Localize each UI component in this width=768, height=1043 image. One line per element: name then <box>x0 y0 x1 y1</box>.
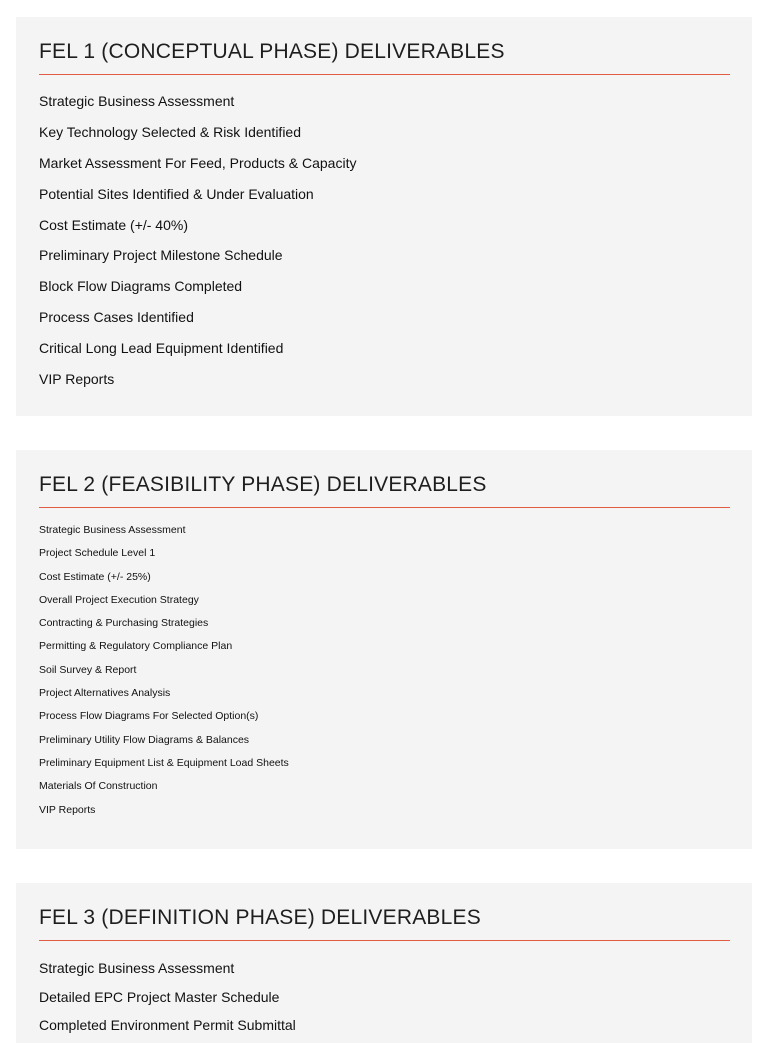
fel1-title: FEL 1 (CONCEPTUAL PHASE) DELIVERABLES <box>39 17 730 75</box>
list-item: Strategic Business Assessment <box>39 960 235 976</box>
fel1-deliverables-list <box>39 86 730 395</box>
list-item: Process Cases Identified <box>39 309 194 326</box>
list-item: Potential Sites Identified & Under Evaluation <box>39 185 314 202</box>
list-item: Project Schedule Level 1 <box>39 547 156 560</box>
list-item: Process Flow Diagrams For Selected Option(s) <box>39 710 259 723</box>
list-item: Permitting & Regulatory Compliance Plan <box>39 640 233 653</box>
list-item: Market Assessment For Feed, Products & Capacity <box>39 154 357 171</box>
list-item: Strategic Business Assessment <box>39 524 186 536</box>
list-item: Preliminary Project Milestone Schedule <box>39 247 283 264</box>
list-item: Contracting & Purchasing Strategies <box>39 617 209 630</box>
list-item: Overall Project Execution Strategy <box>39 593 199 606</box>
fel2-deliverables-list <box>39 519 730 822</box>
list-item: Preliminary Equipment List & Equipment Load Sheets <box>39 756 289 769</box>
fel3-title: FEL 3 (DEFINITION PHASE) DELIVERABLES <box>39 883 730 941</box>
list-item: Materials Of Construction <box>39 780 158 793</box>
fel3-section <box>16 883 752 1043</box>
list-item: Preliminary Utility Flow Diagrams & Balances <box>39 733 250 746</box>
fel3-deliverables-list <box>39 954 730 1040</box>
fel2-section <box>16 450 752 849</box>
list-item: Detailed EPC Project Master Schedule <box>39 988 280 1005</box>
list-item: Strategic Business Assessment <box>39 93 235 109</box>
fel2-title: FEL 2 (FEASIBILITY PHASE) DELIVERABLES <box>39 450 730 508</box>
list-item: Project Alternatives Analysis <box>39 687 171 700</box>
list-item: Critical Long Lead Equipment Identified <box>39 340 284 357</box>
list-item: Completed Environment Permit Submittal <box>39 1017 296 1033</box>
list-item: Soil Survey & Report <box>39 663 137 676</box>
list-item: Key Technology Selected & Risk Identified <box>39 123 302 140</box>
list-item: Cost Estimate (+/- 40%) <box>39 216 188 233</box>
list-item: VIP Reports <box>39 803 96 816</box>
list-item: Cost Estimate (+/- 25%) <box>39 570 151 583</box>
list-item: Block Flow Diagrams Completed <box>39 278 243 295</box>
fel1-section <box>16 17 752 416</box>
list-item: VIP Reports <box>39 371 115 388</box>
